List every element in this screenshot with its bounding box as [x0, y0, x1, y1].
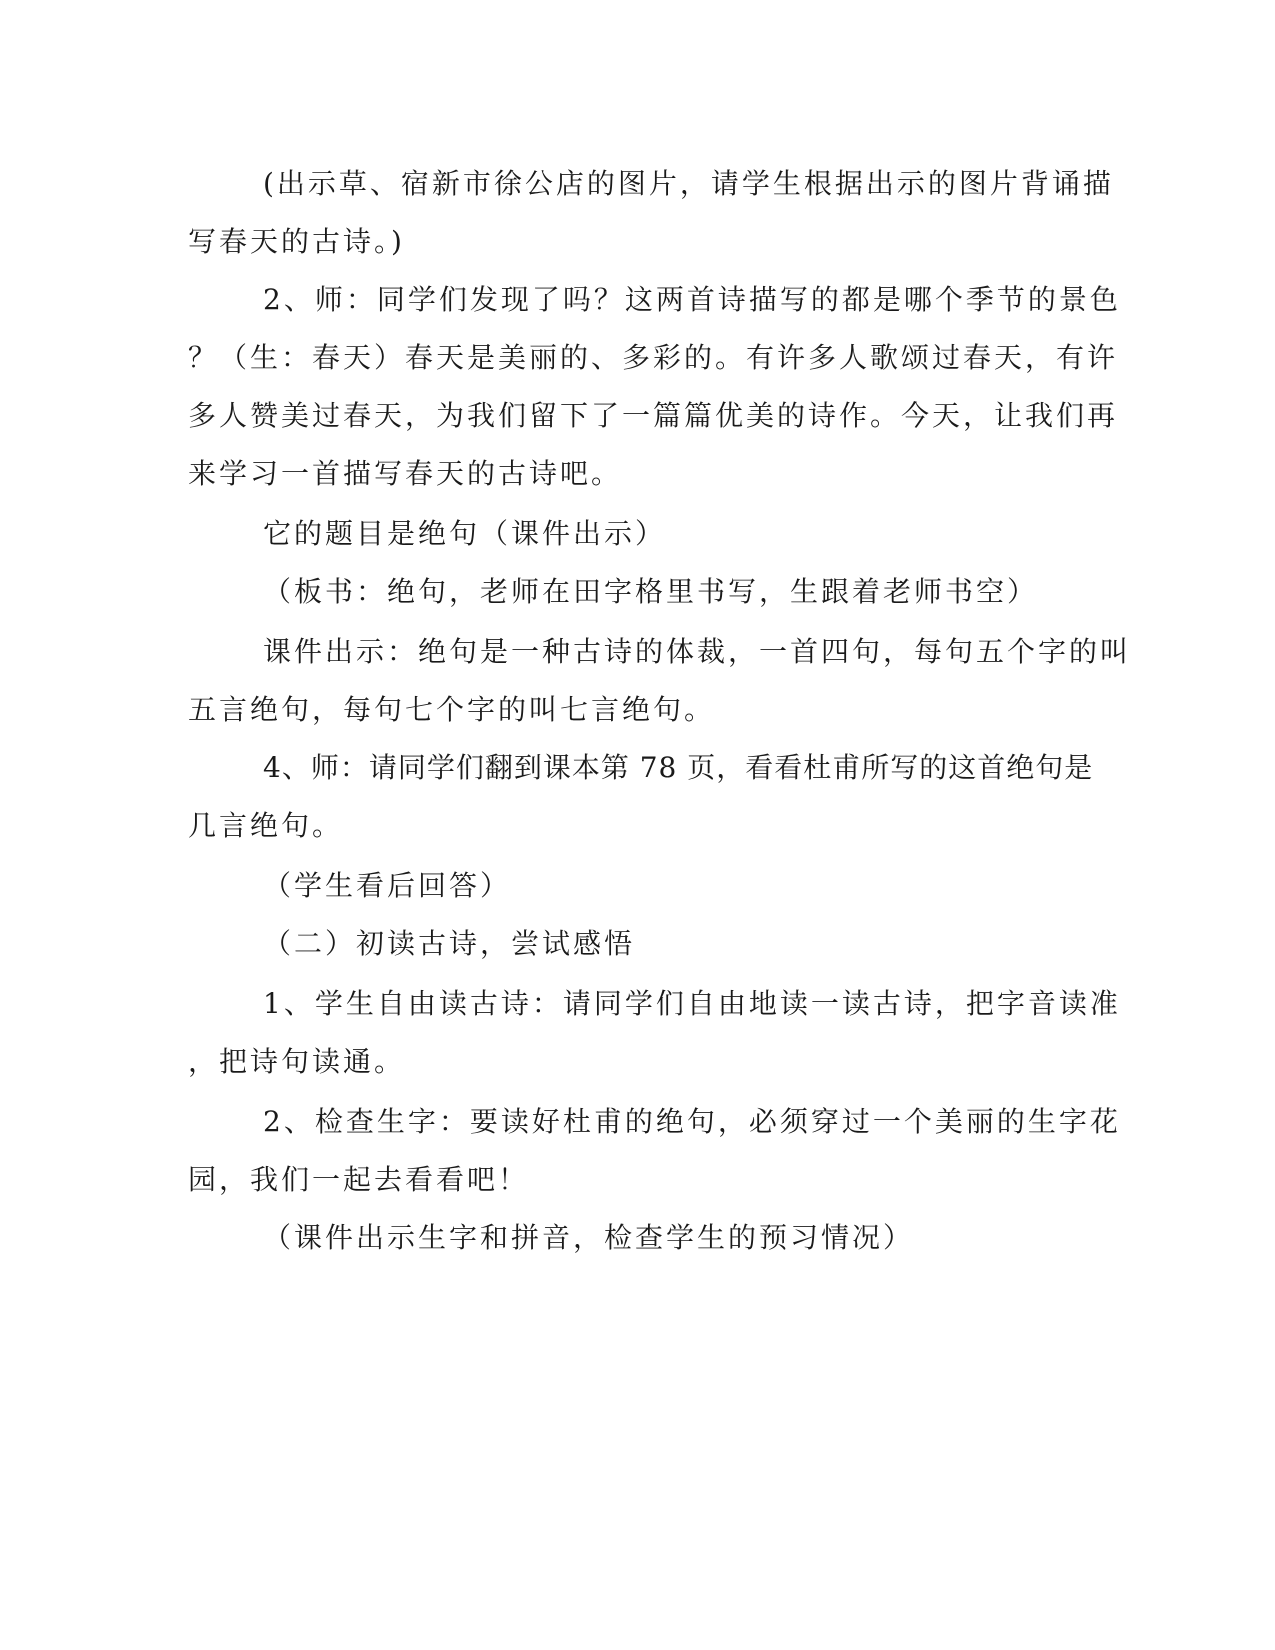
paragraph-line: （学生看后回答） — [263, 869, 512, 902]
paragraph-line: （课件出示生字和拼音，检查学生的预习情况） — [263, 1221, 915, 1254]
paragraph-line: 多人赞美过春天，为我们留下了一篇篇优美的诗作。今天，让我们再 — [188, 399, 1119, 432]
paragraph-line: 园，我们一起去看看吧！ — [188, 1163, 530, 1196]
paragraph-line: （板书：绝句，老师在田字格里书写，生跟着老师书空） — [263, 575, 1039, 608]
paragraph-line: ，把诗句读通。 — [188, 1045, 406, 1078]
paragraph-line: 2、检查生字：要读好杜甫的绝句，必须穿过一个美丽的生字花 — [263, 1105, 1121, 1138]
section-heading: （二）初读古诗，尝试感悟 — [263, 927, 636, 960]
paragraph-line: 几言绝句。 — [188, 809, 344, 842]
paragraph-line: 五言绝句，每句七个字的叫七言绝句。 — [188, 693, 716, 726]
paragraph-line: 4、师：请同学们翻到课本第 78 页，看看杜甫所写的这首绝句是 — [263, 751, 1094, 784]
paragraph-line: 来学习一首描写春天的古诗吧。 — [188, 457, 623, 490]
paragraph-line: 写春天的古诗。) — [188, 225, 405, 258]
paragraph-line: ？（生：春天）春天是美丽的、多彩的。有许多人歌颂过春天，有许 — [188, 341, 1119, 374]
paragraph-line: 它的题目是绝句（课件出示） — [263, 517, 667, 550]
paragraph-line: (出示草、宿新市徐公店的图片，请学生根据出示的图片背诵描 — [263, 167, 1114, 200]
paragraph-line: 1、学生自由读古诗：请同学们自由地读一读古诗，把字音读准 — [263, 987, 1121, 1020]
paragraph-line: 2、师：同学们发现了吗？这两首诗描写的都是哪个季节的景色 — [263, 283, 1121, 316]
paragraph-line: 课件出示：绝句是一种古诗的体裁，一首四句，每句五个字的叫 — [263, 635, 1132, 668]
